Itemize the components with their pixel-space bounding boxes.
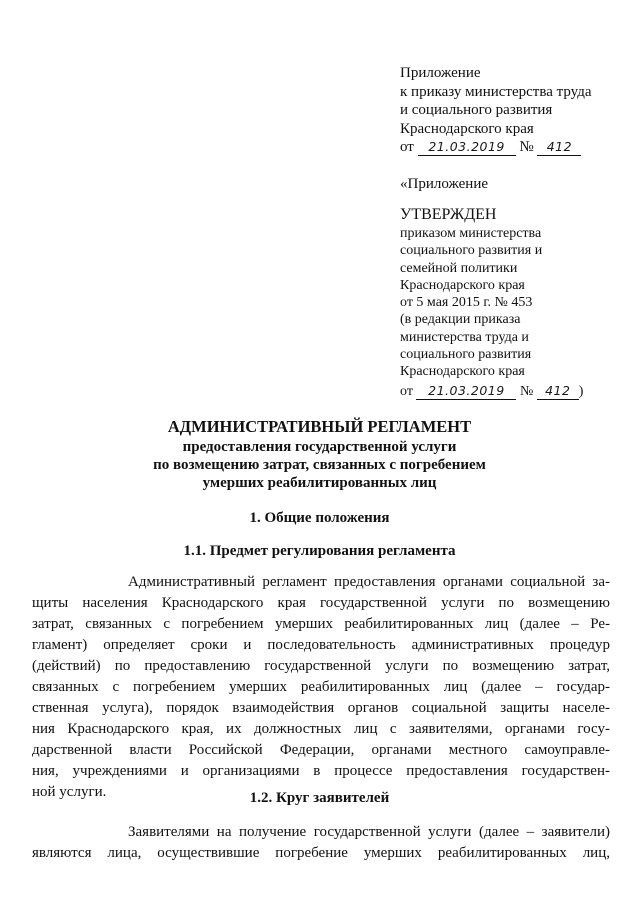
approved-number-prefix: № bbox=[519, 383, 534, 399]
approved-block bbox=[400, 205, 630, 400]
paragraph-line: дарственной власти Российской Федерации, органами местного самоуправле- bbox=[32, 742, 610, 758]
approved-line: от 5 мая 2015 г. № 453 bbox=[400, 295, 533, 311]
document-subtitle-line: по возмещению затрат, связанных с погребением bbox=[153, 457, 486, 473]
annex-line: Приложение bbox=[400, 65, 481, 81]
paragraph-line: связанных с погребением умерших реабилитированных лиц (далее – государ- bbox=[32, 679, 610, 695]
approved-date-handwritten: 21.03.2019 bbox=[416, 383, 516, 400]
paragraph-line: щиты населения Краснодарского края государственной услуги по возмещению bbox=[32, 595, 610, 611]
approved-line: Краснодарского края bbox=[400, 364, 525, 380]
document-title: АДМИНИСТРАТИВНЫЙ РЕГЛАМЕНТ bbox=[167, 417, 472, 436]
approved-line: (в редакции приказа bbox=[400, 312, 521, 328]
approved-line: социального развития и bbox=[400, 243, 543, 259]
annex-date-prefix: от bbox=[400, 139, 414, 155]
paragraph-line: ния, учреждениями и организациями в процессе предоставления государствен- bbox=[32, 763, 610, 779]
annex-number-prefix: № bbox=[519, 139, 534, 155]
paragraph-line: Административный регламент предоставления органами социальной за- bbox=[128, 574, 610, 590]
paragraph-line: ной услуги. bbox=[32, 784, 107, 800]
approved-line: приказом министерства bbox=[400, 226, 542, 241]
annex2-label: «Приложение bbox=[400, 176, 489, 192]
approved-line: семейной политики bbox=[400, 260, 518, 276]
annex-line: и социального развития bbox=[400, 102, 553, 118]
paragraph-line: затрат, связанных с погребением умерших реабилитированных лиц (далее – Ре- bbox=[32, 616, 610, 632]
annex-block bbox=[400, 64, 630, 157]
paragraph bbox=[32, 572, 610, 803]
approved-number-handwritten: 412 bbox=[537, 383, 579, 400]
approved-line: Краснодарского края bbox=[400, 277, 525, 293]
paragraph bbox=[32, 822, 610, 864]
paragraph-line: Заявителями на получение государственной услуги (далее – заявители) bbox=[128, 824, 610, 840]
annex-line: Краснодарского края bbox=[400, 120, 534, 137]
document-subtitle-line: предоставления государственной услуги bbox=[182, 439, 457, 455]
annex-line: к приказу министерства труда bbox=[400, 83, 592, 100]
paragraph-line: гламент) определяет сроки и последовательность административных процедур bbox=[32, 637, 610, 653]
document-subtitle-line: умерших реабилитированных лиц bbox=[202, 475, 437, 491]
approved-line: министерства труда и bbox=[400, 329, 529, 345]
approved-heading: УТВЕРЖДЕН bbox=[400, 206, 497, 223]
subsection-heading: 1.2. Круг заявителей bbox=[249, 790, 390, 806]
annex-date-handwritten: 21.03.2019 bbox=[418, 139, 516, 156]
approved-closing-paren: ) bbox=[578, 383, 584, 399]
approved-date-line bbox=[400, 383, 630, 400]
paragraph-line: (действий) по предоставлению государственной услуги по возмещению затрат, bbox=[32, 658, 610, 674]
paragraph-line: ния Краснодарского края, их должностных лиц с заявителями, органами госу- bbox=[32, 721, 610, 737]
approved-date-prefix: от bbox=[400, 383, 413, 399]
paragraph-line: являются лица, осуществившие погребение умерших реабилитированных лиц, bbox=[32, 845, 610, 861]
annex-date-line bbox=[400, 138, 630, 157]
annex-number-handwritten: 412 bbox=[537, 139, 581, 156]
section-heading: 1. Общие положения bbox=[249, 510, 390, 526]
paragraph-line: ственная услуга), порядок взаимодействия органов социальной защиты населе- bbox=[32, 700, 610, 716]
subsection-heading: 1.1. Предмет регулирования регламента bbox=[183, 543, 456, 559]
approved-line: социального развития bbox=[400, 347, 532, 363]
